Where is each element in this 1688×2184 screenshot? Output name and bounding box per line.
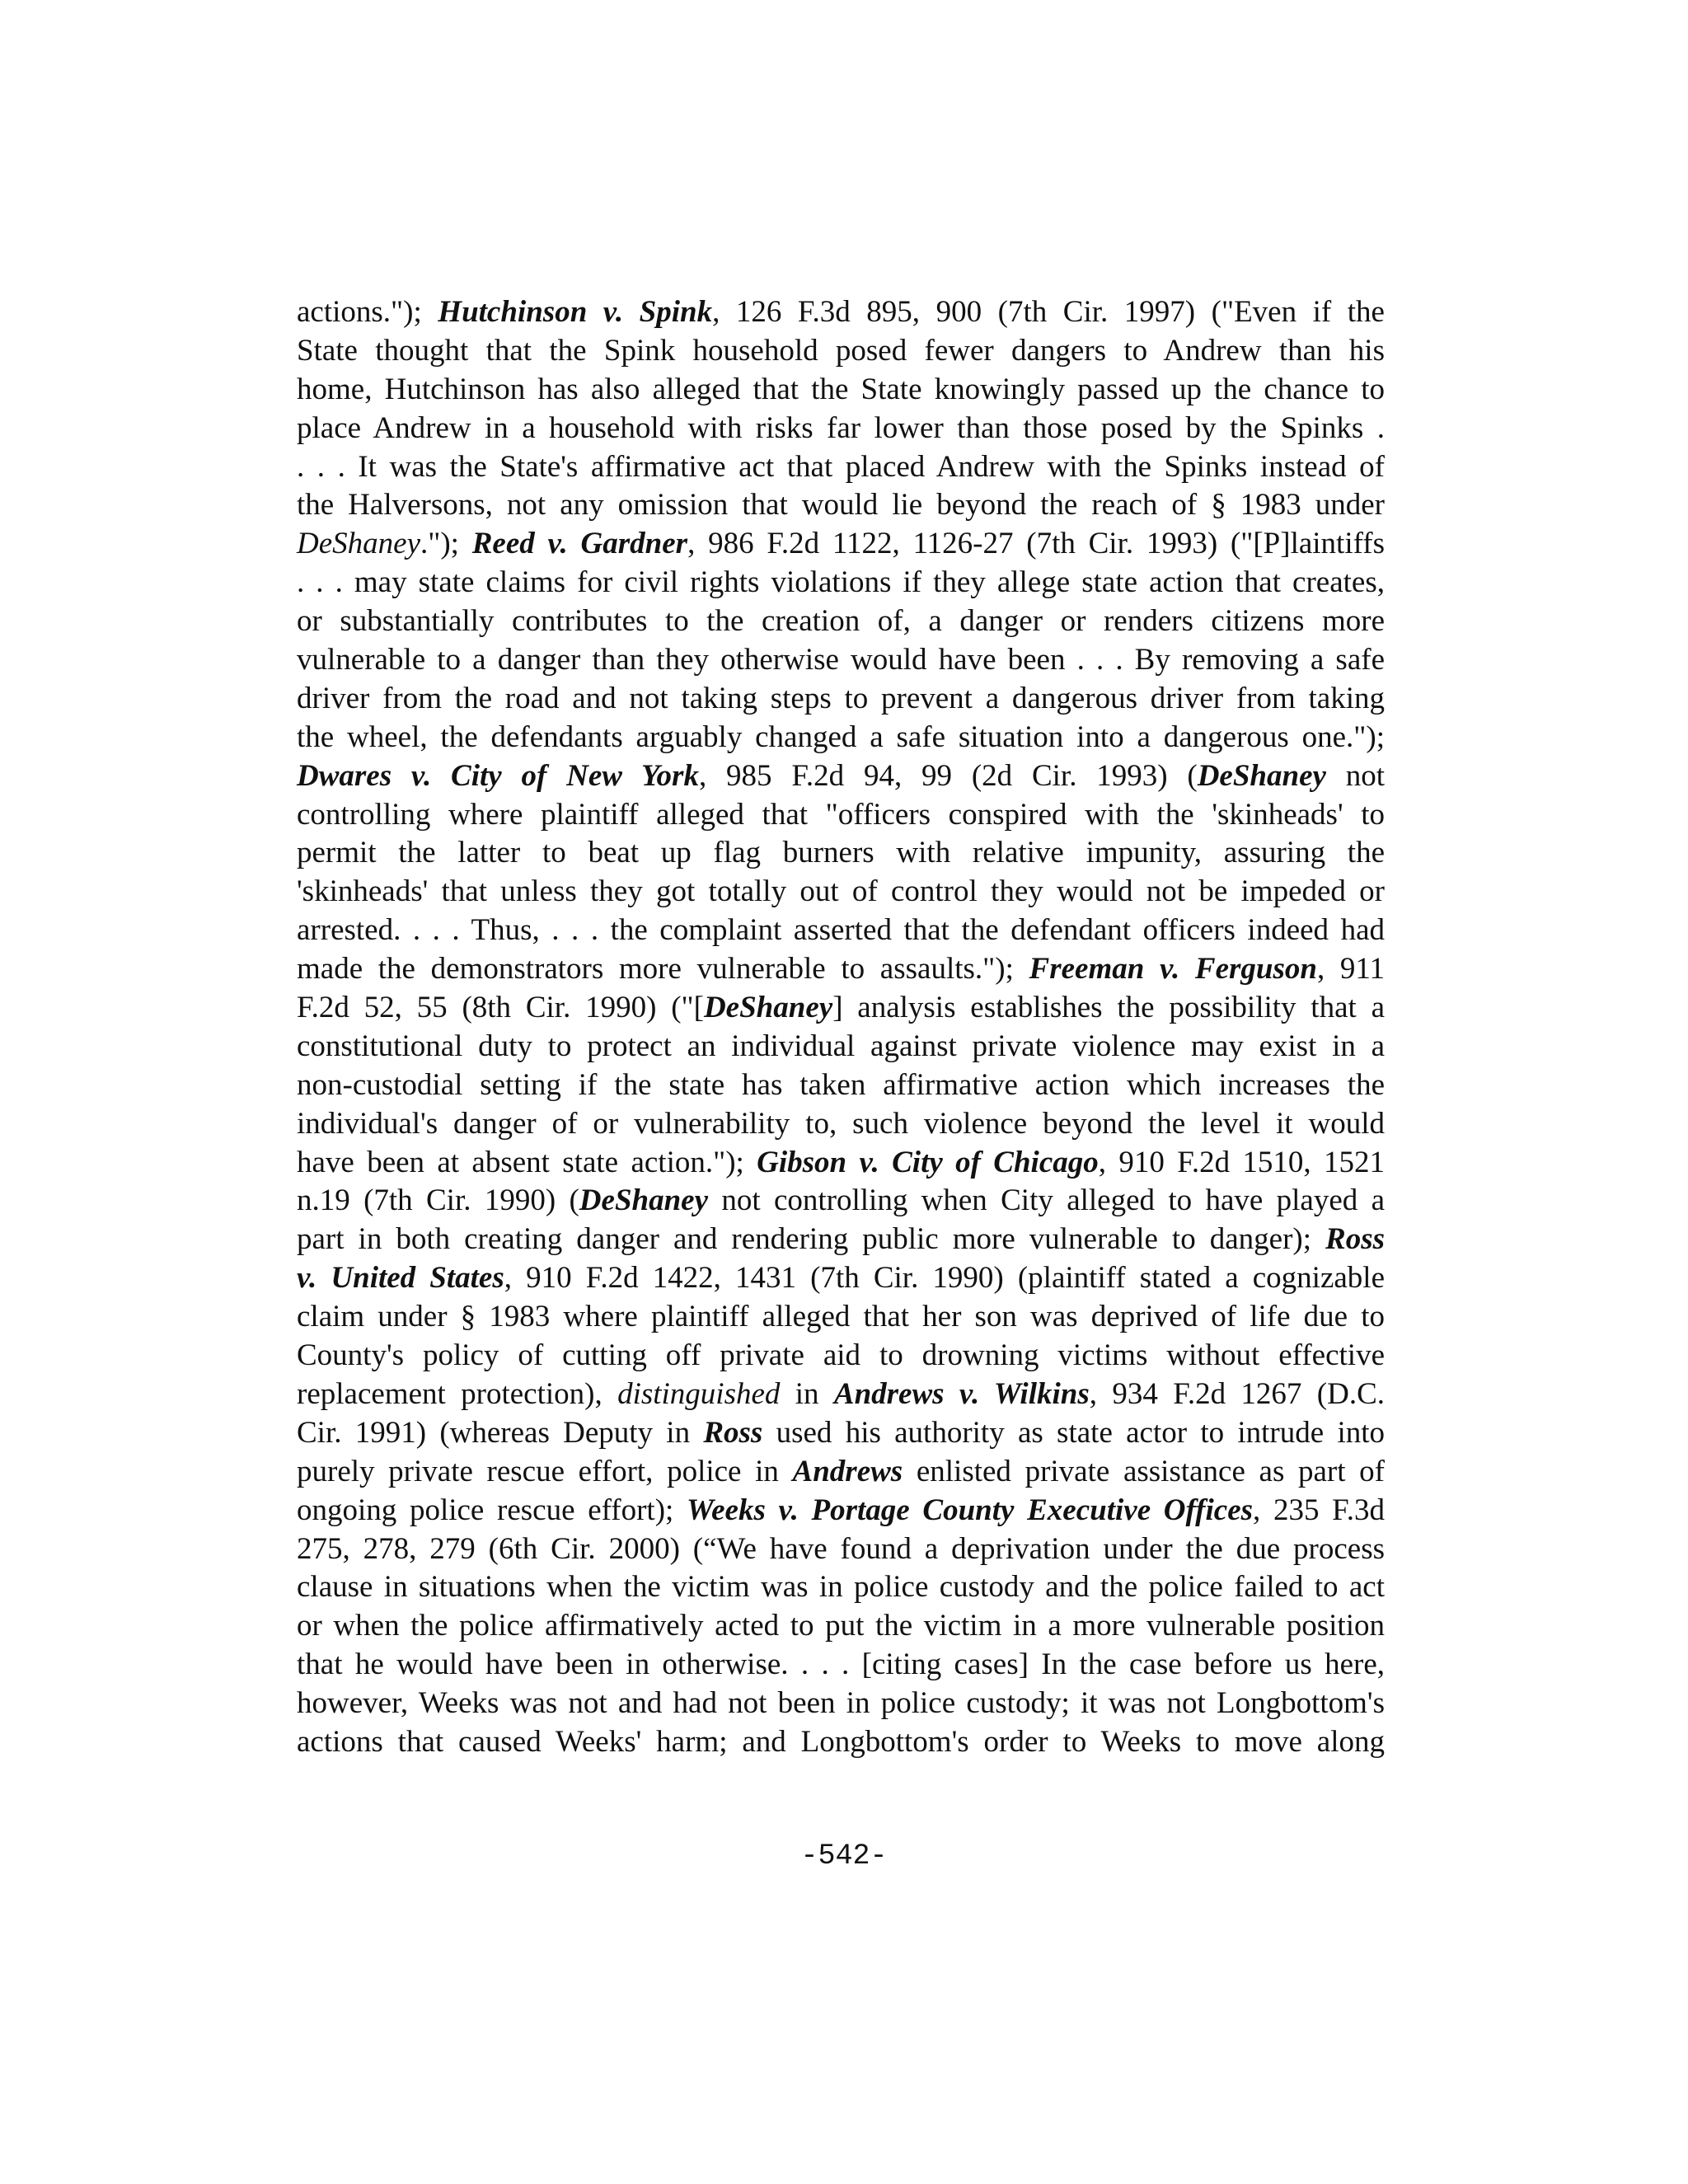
text-line xyxy=(297,1144,1385,1183)
text-line xyxy=(297,564,1385,602)
case-citation: DeShaney xyxy=(579,1183,709,1218)
text-run: however, Weeks was not and had not been in police custody; it was not Longbottom's xyxy=(297,1686,1385,1721)
text-run: that he would have been in otherwise. . . . [citing cases] In the case before us here, xyxy=(297,1647,1385,1682)
text-line xyxy=(297,989,1385,1028)
text-line xyxy=(297,912,1385,950)
text-run: in xyxy=(780,1376,834,1411)
case-citation: Reed v. Gardner xyxy=(471,527,688,561)
text-run: . . . may state claims for civil rights violations if they allege state action that creates, xyxy=(297,565,1385,600)
text-line xyxy=(297,1568,1385,1607)
text-line xyxy=(297,293,1385,332)
text-run: controlling where plaintiff alleged that "officers conspired with the 'skinheads' to xyxy=(297,797,1385,832)
text-line xyxy=(297,1337,1385,1376)
text-line xyxy=(297,1259,1385,1298)
text-line xyxy=(297,1182,1385,1221)
text-run: , 910 F.2d 1510, 1521 xyxy=(1098,1145,1386,1179)
text-run: n.19 (7th Cir. 1990) ( xyxy=(297,1183,579,1218)
case-citation: Ross xyxy=(1325,1222,1385,1257)
text-run: F.2d 52, 55 (8th Cir. 1990) ("[ xyxy=(297,991,704,1025)
text-line xyxy=(297,1453,1385,1492)
text-run: 275, 278, 279 (6th Cir. 2000) (“We have found a deprivation under the due process xyxy=(297,1531,1385,1566)
text-line xyxy=(297,641,1385,680)
text-run: non-custodial setting if the state has taken affirmative action which increases the xyxy=(297,1067,1385,1102)
text-line xyxy=(297,834,1385,873)
text-line xyxy=(297,796,1385,835)
page-number: -542- xyxy=(800,1840,888,1872)
text-run: County's policy of cutting off private aid to drowning victims without effective xyxy=(297,1338,1385,1373)
text-run: , 126 F.3d 895, 900 (7th Cir. 1997) ("Even if the xyxy=(712,295,1385,329)
text-run: clause in situations when the victim was in police custody and the police failed to act xyxy=(297,1570,1385,1605)
text-run: individual's danger of or vulnerability to, such violence beyond the level it would xyxy=(297,1106,1385,1141)
text-run: not xyxy=(1325,758,1386,793)
text-run: home, Hutchinson has also alleged that the State knowingly passed up the chance to xyxy=(297,372,1385,406)
text-run: the Halversons, not any omission that would lie beyond the reach of § 1983 under xyxy=(297,488,1385,523)
text-run: have been at absent state action."); xyxy=(297,1145,757,1179)
text-run: ] analysis establishes the possibility that a xyxy=(832,991,1385,1025)
text-line xyxy=(297,410,1385,448)
text-run: driver from the road and not taking steps to prevent a dangerous driver from taking xyxy=(297,681,1385,715)
text-run: actions."); xyxy=(297,295,438,329)
text-run: or when the police affirmatively acted to put the victim in a more vulnerable position xyxy=(297,1609,1385,1643)
text-run: ."); xyxy=(420,527,472,561)
text-run: , 235 F.3d xyxy=(1253,1493,1385,1527)
text-run: . . . It was the State's affirmative act that placed Andrew with the Spinks instead of xyxy=(297,449,1385,484)
case-citation: Hutchinson v. Spink xyxy=(438,295,713,329)
text-line xyxy=(297,1685,1385,1723)
text-line xyxy=(297,1066,1385,1105)
text-run: enlisted private assistance as part of xyxy=(903,1454,1385,1488)
text-line xyxy=(297,1723,1385,1762)
text-line xyxy=(297,873,1385,912)
case-citation: Freeman v. Ferguson xyxy=(1029,952,1317,987)
case-citation: Andrews xyxy=(792,1454,903,1488)
text-run: vulnerable to a danger than they otherwise would have been . . . By removing a safe xyxy=(297,643,1385,677)
text-line xyxy=(297,1492,1385,1530)
text-line xyxy=(297,1221,1385,1259)
case-citation: Ross xyxy=(703,1415,763,1450)
text-run: the wheel, the defendants arguably changed a safe situation into a dangerous one."); xyxy=(297,719,1385,754)
case-citation: Andrews v. Wilkins xyxy=(833,1376,1090,1411)
text-run: State thought that the Spink household posed fewer dangers to Andrew than his xyxy=(297,333,1385,368)
text-line xyxy=(297,1607,1385,1646)
text-run: replacement protection), xyxy=(297,1376,618,1411)
text-run: , 934 F.2d 1267 (D.C. xyxy=(1089,1376,1385,1411)
text-line xyxy=(297,371,1385,410)
case-citation: Weeks v. Portage County Executive Offices xyxy=(686,1493,1254,1527)
text-line xyxy=(297,1530,1385,1569)
text-run: part in both creating danger and rendering public more vulnerable to danger); xyxy=(297,1222,1326,1257)
body-text xyxy=(297,293,1385,1762)
text-line xyxy=(297,1028,1385,1066)
text-run: 'skinheads' that unless they got totally out of control they would not be impeded or xyxy=(297,874,1385,909)
text-line xyxy=(297,1376,1385,1414)
text-run: Cir. 1991) (whereas Deputy in xyxy=(297,1415,704,1450)
text-line xyxy=(297,680,1385,719)
text-line xyxy=(297,602,1385,641)
text-line xyxy=(297,448,1385,487)
text-run: arrested. . . . Thus, . . . the complaint asserted that the defendant officers indeed had xyxy=(297,913,1385,948)
text-run: , 910 F.2d 1422, 1431 (7th Cir. 1990) (plaintiff stated a cognizable xyxy=(504,1261,1385,1296)
text-run: , 911 xyxy=(1316,952,1385,987)
text-line xyxy=(297,332,1385,371)
text-run: , 986 F.2d 1122, 1126-27 (7th Cir. 1993) ("[P]laintiffs xyxy=(687,527,1385,561)
text-run: purely private rescue effort, police in xyxy=(297,1454,793,1488)
text-line xyxy=(297,1414,1385,1453)
text-line xyxy=(297,757,1385,796)
case-citation: v. United States xyxy=(297,1261,504,1296)
text-run: used his authority as state actor to intrude into xyxy=(762,1415,1386,1450)
text-run: , 985 F.2d 94, 99 (2d Cir. 1993) ( xyxy=(698,758,1198,793)
case-citation: DeShaney xyxy=(703,991,833,1025)
italic-text: DeShaney xyxy=(297,527,420,561)
text-run: or substantially contributes to the creation of, a danger or renders citizens more xyxy=(297,604,1385,639)
text-line xyxy=(297,719,1385,757)
text-run: constitutional duty to protect an individual against private violence may exist in a xyxy=(297,1029,1385,1063)
text-line xyxy=(297,1646,1385,1685)
text-run: claim under § 1983 where plaintiff alleged that her son was deprived of life due to xyxy=(297,1300,1385,1334)
case-citation: Gibson v. City of Chicago xyxy=(757,1145,1099,1179)
case-citation: DeShaney xyxy=(1197,758,1326,793)
text-line xyxy=(297,950,1385,989)
text-line xyxy=(297,486,1385,525)
text-run: made the demonstrators more vulnerable to assaults."); xyxy=(297,952,1029,987)
text-line xyxy=(297,1105,1385,1144)
text-line xyxy=(297,1298,1385,1337)
text-run: place Andrew in a household with risks far lower than those posed by the Spinks . xyxy=(297,410,1385,445)
text-run: not controlling when City alleged to have played a xyxy=(708,1183,1385,1218)
text-run: actions that caused Weeks' harm; and Longbottom's order to Weeks to move along xyxy=(297,1724,1385,1759)
text-run: ongoing police rescue effort); xyxy=(297,1493,687,1527)
text-line xyxy=(297,525,1385,564)
italic-text: distinguished xyxy=(617,1376,781,1411)
case-citation: Dwares v. City of New York xyxy=(297,758,699,793)
text-run: permit the latter to beat up flag burners with relative impunity, assuring the xyxy=(297,836,1385,870)
